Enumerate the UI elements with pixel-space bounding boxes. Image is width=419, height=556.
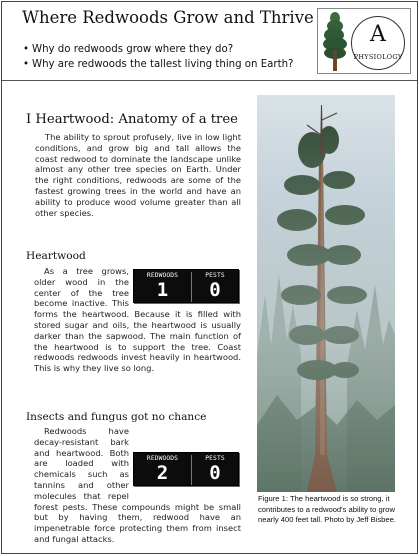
page-title: Where Redwoods Grow and Thrive: [22, 8, 314, 27]
question-item: • Why are redwoods the tallest living thing on Earth?: [23, 57, 293, 72]
worksheet-page: [1, 1, 418, 554]
scoreboard-redwoods: [134, 270, 191, 302]
scoreboard-label-pests: PESTS: [205, 272, 225, 279]
scoreboard-slot: [133, 269, 241, 306]
section-title: I Heartwood: Anatomy of a tree: [26, 112, 238, 127]
redwood-photo-image: [257, 95, 395, 492]
scoreboard: [133, 269, 239, 303]
header: [2, 2, 417, 81]
scoreboard-value-redwoods: 2: [156, 462, 169, 484]
scoreboard-label-pests: PESTS: [205, 455, 225, 462]
scoreboard-label-redwoods: REDWOODS: [146, 272, 179, 279]
insects-paragraph: [34, 426, 241, 545]
redwood-tree-icon: [320, 10, 350, 72]
badge-subject: PHYSIOLOGY: [353, 53, 403, 61]
scoreboard-redwoods: [134, 453, 191, 485]
heartwood-text: As a tree grows, older wood in the center of the tree become inactive. This forms the heartwood. Because it is filled with stored sugar and oils, the heartwood is usually darker than the sapwood. The main function of the heartwood is to support the tree. Coast redwoods redwoods invest heavily in heartwood. This is why they live so long.: [34, 266, 241, 374]
insects-heading: Insects and fungus got no chance: [26, 411, 207, 423]
redwood-photo: [257, 95, 395, 492]
scoreboard-value-pests: 0: [209, 279, 221, 301]
scoreboard: [133, 452, 239, 486]
section-badge: [317, 8, 411, 74]
scoreboard-value-pests: 0: [209, 462, 221, 484]
badge-circle: [351, 16, 405, 70]
badge-letter: A: [370, 22, 386, 47]
heartwood-heading: Heartwood: [26, 250, 86, 262]
question-item: • Why do redwoods grow where they do?: [23, 42, 293, 57]
insects-text: Redwoods have decay-resistant bark and heartwood. Both are loaded with chemicals such as tannins and other molecules that repel forest pests. These compounds might be small but by having them, redwood have an impenetrable force protecting them from insect and fungal attacks.: [34, 426, 241, 544]
scoreboard-pests: [192, 270, 238, 302]
guiding-questions: [23, 42, 293, 72]
scoreboard-label-redwoods: REDWOODS: [146, 455, 179, 462]
scoreboard-slot: [133, 452, 241, 489]
figure-caption: Figure 1: The heartwood is so strong, it contributes to a redwood's ability to grow nearly 400 feet tall. Photo by Jeff Bisbee.: [258, 494, 396, 524]
intro-paragraph: The ability to sprout profusely, live in low light conditions, and grow big and tall allows the coast redwood to dominate the landscape unlike almost any other tree species on Earth. Under the right conditions, redwoods are some of the fastest growing trees in the world and have an ability to produce wood volume greater than all other species.: [35, 132, 241, 218]
heartwood-paragraph: [34, 266, 241, 374]
scoreboard-pests: [192, 453, 238, 485]
scoreboard-value-redwoods: 1: [156, 279, 169, 301]
